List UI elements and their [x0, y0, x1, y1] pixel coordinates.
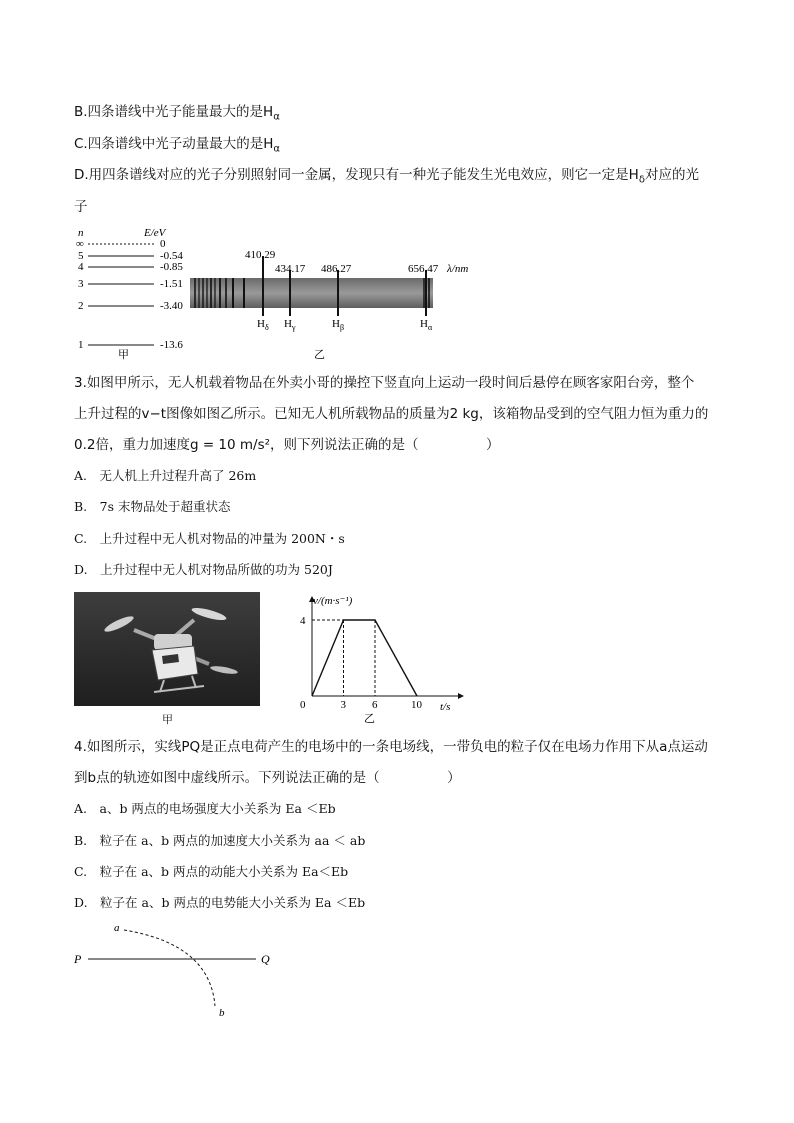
- level-n-4: 4: [78, 261, 84, 273]
- y-axis-label: v/(m·s⁻¹): [313, 595, 353, 607]
- x-tick-label-10: 10: [411, 699, 422, 711]
- q2-option-d-sub: δ: [638, 174, 645, 186]
- energy-level-3: [78, 278, 183, 290]
- q3-stem-3: 0.2倍，重力加速度g = 10 m/s²，则下列说法正确的是（ ）: [74, 437, 500, 453]
- label-h-gamma-sub: γ: [291, 323, 296, 332]
- q3-option-c: C. 上升过程中无人机对物品的冲量为 200N・s: [74, 531, 345, 546]
- vt-chart: [296, 588, 476, 724]
- q2-option-c-sub: α: [273, 143, 280, 155]
- q4-option-a: A. a、b 两点的电场强度大小关系为 Ea ＜Eb: [74, 801, 336, 816]
- label-h-alpha: [420, 318, 433, 332]
- q4-figure: [70, 918, 290, 1022]
- drone-photo: [74, 592, 260, 706]
- lambda-unit: λ/nm: [447, 263, 469, 275]
- level-e-3: -1.51: [160, 278, 183, 290]
- q2-e-label: E/eV: [144, 227, 166, 239]
- level-n-3: 3: [78, 278, 84, 290]
- q2-caption-b: 乙: [314, 349, 325, 361]
- q4-stem-1: 4.如图所示，实线PQ是正点电荷产生的电场中的一条电场线，一带负电的粒子仅在电场力作用下从a点运动: [74, 739, 708, 755]
- label-b: b: [219, 1007, 225, 1019]
- q2-n-label: n: [78, 227, 84, 239]
- label-h-beta: [332, 318, 344, 332]
- label-a: a: [114, 922, 120, 934]
- label-h-alpha-sub: α: [427, 323, 433, 332]
- level-n-inf: ∞: [76, 238, 84, 250]
- wavelength-656: 656.47: [408, 263, 439, 275]
- q2-option-b: [74, 103, 280, 127]
- q2-option-b-text: B.四条谱线中光子能量最大的是H: [74, 104, 274, 120]
- q4-option-c: C. 粒子在 a、b 两点的动能大小关系为 Ea＜Eb: [74, 864, 349, 879]
- q2-option-d: [74, 166, 699, 190]
- q2-figure: [74, 226, 474, 362]
- label-h-beta-base: H: [332, 318, 340, 330]
- label-h-alpha-base: H: [420, 318, 428, 330]
- wavelength-410: 410.29: [245, 249, 276, 261]
- level-n-5: 5: [78, 250, 84, 262]
- level-e-5: -0.54: [160, 250, 183, 262]
- label-h-delta-base: H: [257, 318, 265, 330]
- q4-option-b: B. 粒子在 a、b 两点的加速度大小关系为 aa ＜ ab: [74, 833, 366, 848]
- energy-level-1: [78, 339, 183, 351]
- q3-option-a: A. 无人机上升过程升高了 26m: [74, 468, 257, 483]
- label-h-gamma-base: H: [284, 318, 292, 330]
- label-h-gamma: [284, 318, 296, 332]
- energy-level-2: [78, 300, 183, 312]
- level-e-4: -0.85: [160, 261, 183, 273]
- wavelength-434: 434.17: [275, 263, 306, 275]
- level-e-inf: 0: [160, 238, 166, 250]
- q3-caption-a: 甲: [162, 713, 173, 726]
- label-q: Q: [261, 952, 270, 966]
- q2-option-b-sub: α: [273, 111, 280, 123]
- label-h-delta-sub: δ: [264, 323, 269, 332]
- level-e-1: -13.6: [160, 339, 183, 351]
- q3-option-d: D. 上升过程中无人机对物品所做的功为 520J: [74, 562, 333, 577]
- q4-stem-2: 到b点的轨迹如图中虚线所示。下列说法正确的是（ ）: [74, 770, 461, 786]
- y-tick-label-4: 4: [300, 615, 306, 627]
- energy-level-inf: [76, 238, 166, 250]
- x-tick-label-3: 3: [340, 699, 346, 711]
- q2-option-d-text-3: 子: [74, 199, 88, 215]
- x-tick-label-6: 6: [372, 699, 378, 711]
- label-h-delta: [257, 318, 269, 332]
- drone-illustration: [74, 592, 260, 706]
- level-e-2: -3.40: [160, 300, 183, 312]
- particle-trajectory: [124, 930, 215, 1006]
- q3-stem-2: 上升过程的v−t图像如图乙所示。已知无人机所载物品的质量为2 kg，该箱物品受到的空气阻力恒为重力的: [74, 406, 709, 422]
- q2-option-c: [74, 135, 280, 159]
- x-tick-label-0: 0: [300, 699, 306, 711]
- q2-caption-a: 甲: [118, 349, 129, 361]
- x-axis-label: t/s: [440, 701, 451, 713]
- q2-option-d-cont: [74, 198, 88, 216]
- q3-option-b: B. 7s 末物品处于超重状态: [74, 499, 231, 514]
- vt-marks: [300, 615, 423, 711]
- energy-level-4: [78, 261, 183, 273]
- q4-option-d: D. 粒子在 a、b 两点的电势能大小关系为 Ea ＜Eb: [74, 895, 366, 910]
- level-n-2: 2: [78, 300, 84, 312]
- label-h-beta-sub: β: [339, 323, 345, 332]
- q3-stem-1: 3.如图甲所示，无人机载着物品在外卖小哥的操控下竖直向上运动一段时间后悬停在顾客家阳台旁，整个: [74, 375, 695, 391]
- label-p: P: [74, 952, 82, 966]
- q2-option-d-text-2: 对应的光: [644, 167, 699, 183]
- x-axis-arrow: [458, 693, 464, 699]
- q2-option-d-text-1: D.用四条谱线对应的光子分别照射同一金属，发现只有一种光子能发生光电效应，则它一定是H: [74, 167, 639, 183]
- q3-caption-b: 乙: [364, 713, 375, 724]
- q2-option-c-text: C.四条谱线中光子动量最大的是H: [74, 136, 274, 152]
- level-n-1: 1: [78, 339, 84, 351]
- series-line-velocity: [312, 620, 417, 696]
- wavelength-486: 486.27: [321, 263, 352, 275]
